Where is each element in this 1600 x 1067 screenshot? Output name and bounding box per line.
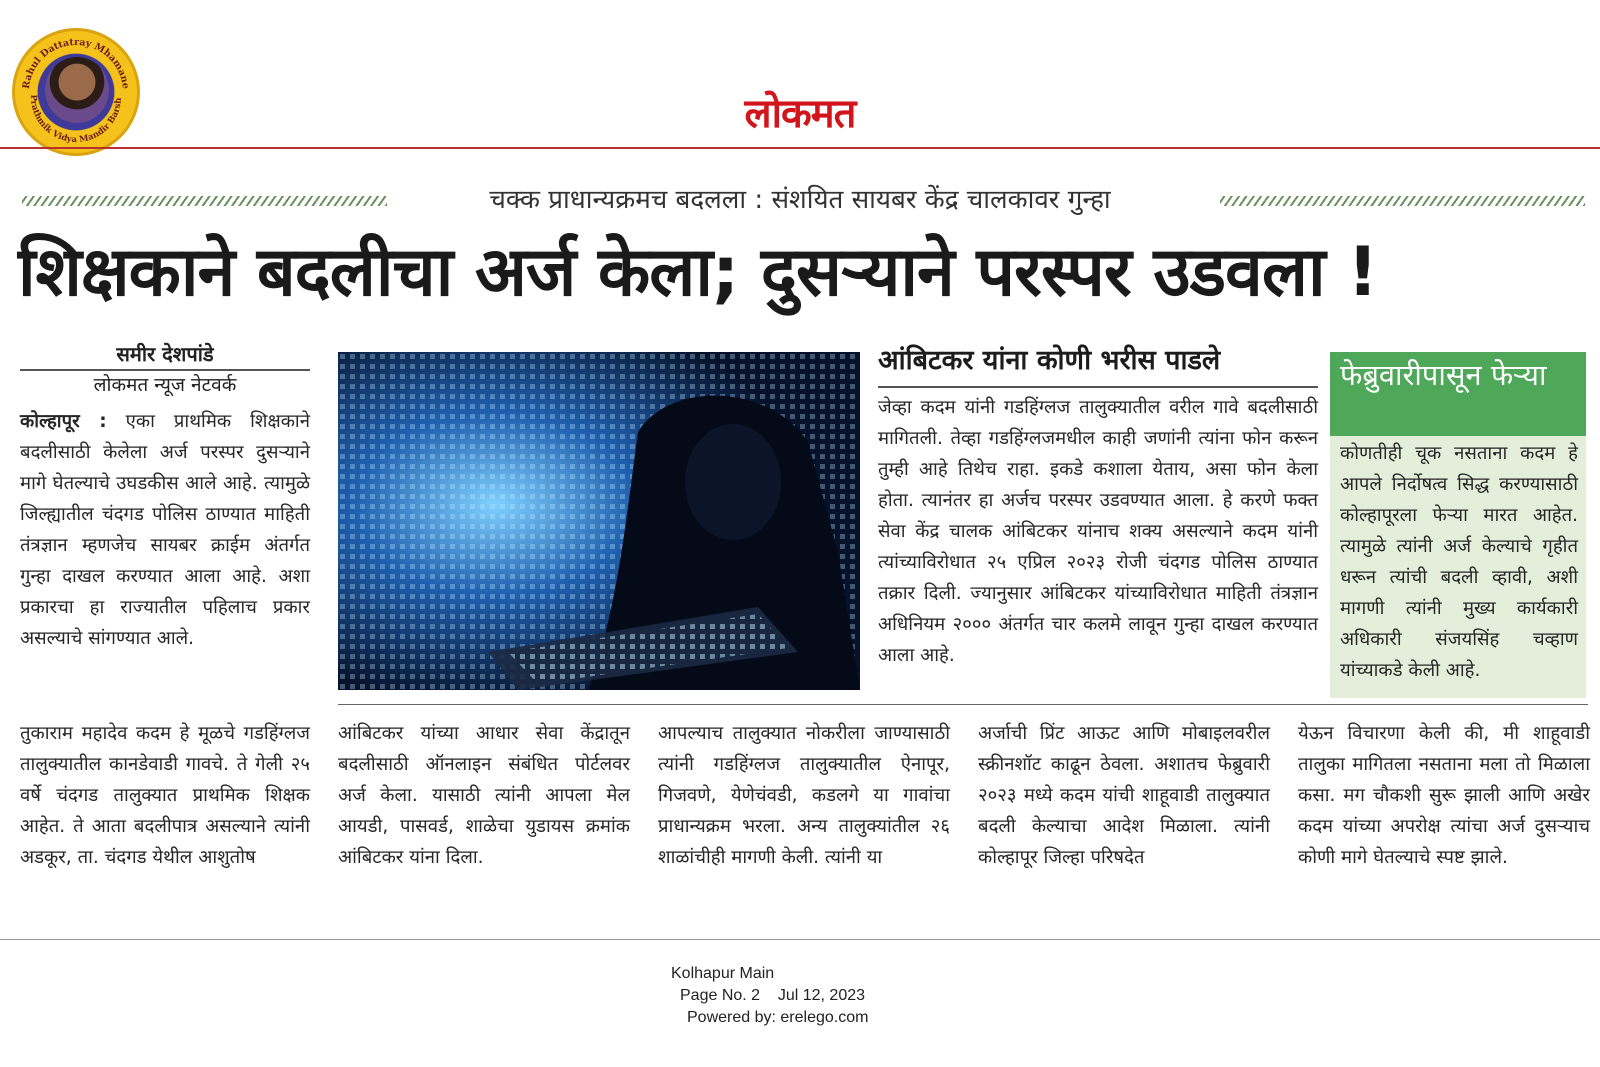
- dateline: कोल्हापूर :: [20, 411, 107, 432]
- article-column-5: येऊन विचारणा केली की, मी शाहूवाडी तालुका मागितला नसताना मला तो मिळाला कसा. मग चौकशी सुरू झाली आणि अखेर कदम यांच्या अपरोक्ष त्यांचा अर्ज दुसऱ्याच कोणी मागे घेतल्याचे स्पष्ट झाले.: [1298, 723, 1590, 868]
- kicker-hatch-left: [22, 196, 387, 206]
- article-lead: [20, 406, 310, 654]
- sidebar-rule: [878, 386, 1318, 388]
- hooded-hacker-photo: [338, 352, 860, 690]
- article-column-4: अर्जाची प्रिंट आऊट आणि मोबाइलवरील स्क्रीनशॉट काढून ठेवला. अशातच फेब्रुवारी २०२३ मध्ये कदम यांची शाहूवाडी तालुक्यात बदली केल्याचा आदेश मिळाला. त्यांनी कोल्हापूर जिल्हा परिषदेत: [978, 723, 1270, 868]
- info-box-title: फेब्रुवारीपासून फेऱ्या: [1330, 352, 1586, 436]
- article-column-3: आपल्याच तालुक्यात नोकरीला जाण्यासाठी त्यांनी गडहिंग्लज तालुक्यातील ऐनापूर, गिजवणे, येणेचंवडी, कडलगे या गावांचा प्राधान्यक्रम भरला. अन्य तालुक्यांतील २६ शाळांचीही मागणी केली. त्यांनी या: [658, 723, 950, 868]
- masthead-rule: [0, 147, 1600, 149]
- sidebar-title: आंबिटकर यांना कोणी भरीस पाडले: [878, 345, 1221, 376]
- article-column-2: आंबिटकर यांच्या आधार सेवा केंद्रातून बदलीसाठी ऑनलाइन संबंधित पोर्टलवर अर्ज केला. यासाठी त्यांनी आपला मेल आयडी, पासवर्ड, शाळेचा युडायस क्रमांक आंबिटकर यांना दिला.: [338, 723, 630, 868]
- newspaper-masthead: लोकमत: [744, 90, 856, 137]
- byline-agency: लोकमत न्यूज नेटवर्क: [93, 374, 237, 396]
- sidebar-body: जेव्हा कदम यांनी गडहिंग्लज तालुक्यातील वरील गावे बदलीसाठी मागितली. तेव्हा गडहिंग्लजमधील काही जणांनी त्यांना फोन करून तुम्ही आहे तिथेच राहा. इकडे कशाला येताय, असा फोन केला होता. त्यानंतर हा अर्जच परस्पर उडवण्यात आला. हे करणे फक्त सेवा केंद्र चालक आंबिटकर यांनाच शक्य असल्याने कदम यांनी त्यांच्याविरोधात २५ एप्रिल २०२३ रोजी चंदगड पोलिस ठाण्यात तक्रार दिली. ज्यानुसार आंबिटकर यांच्याविरोधात माहिती तंत्रज्ञान अधिनियम २००० अंतर्गत चार कलमे लावून गुन्हा दाखल करण्यात आला आहे.: [878, 397, 1318, 666]
- headline: शिक्षकाने बदलीचा अर्ज केला; दुसऱ्याने परस्पर उडवला !: [18, 233, 1378, 312]
- footer-edition: Kolhapur Main: [671, 965, 775, 982]
- article-column-1: तुकाराम महादेव कदम हे मूळचे गडहिंग्लज तालुक्यातील कानडेवाडी गावचे. ते गेली २५ वर्षे चंदगड तालुक्यात प्राथमिक शिक्षक आहेत. ते आता बदलीपात्र असल्याने त्यांनी अडकूर, ता. चंदगड येथील आशुतोष: [20, 723, 310, 868]
- section-rule: [338, 704, 1588, 705]
- kicker-hatch-right: [1220, 196, 1585, 206]
- svg-text:Prathmik Vidya Mandir Barshi: Prathmik Vidya Mandir Barsh: [27, 94, 125, 146]
- kicker-line: चक्क प्राधान्यक्रमच बदलला : संशयित सायबर केंद्र चालकावर गुन्हा: [489, 185, 1111, 215]
- footer-powered-by: Powered by: erelego.com: [687, 1009, 869, 1026]
- byline-author: समीर देशपांडे: [116, 342, 214, 366]
- info-box-body: कोणतीही चूक नसताना कदम हे आपले निर्दोषत्व सिद्ध करण्यासाठी कोल्हापूरला फेऱ्या मारत आहेत. त्यामुळे त्यांनी अर्ज केल्याचे गृहीत धरून त्यांची बदली व्हावी, अशी मागणी त्यांनी मुख्य कार्यकारी अधिकारी संजयसिंह चव्हाण यांच्याकडे केली आहे.: [1340, 443, 1578, 681]
- footer-rule: [0, 939, 1600, 940]
- lead-text: एका प्राथमिक शिक्षकाने बदलीसाठी केलेला अर्ज परस्पर दुसऱ्याने मागे घेतल्याचे उघडकीस आले आहे. त्यामुळे जिल्ह्यातील चंदगड पोलिस ठाण्यात माहिती तंत्रज्ञान म्हणजेच सायबर क्राईम अंतर्गत गुन्हा दाखल करण्यात आला आहे. अशा प्रकारचा हा राज्यातील पहिलाच प्रकार असल्याचे सांगण्यात आले.: [20, 411, 310, 649]
- footer-page-date: Page No. 2 Jul 12, 2023: [680, 987, 866, 1004]
- svg-text:Rahul Dattatray Mhamane: Rahul Dattatray Mhamane: [21, 36, 131, 90]
